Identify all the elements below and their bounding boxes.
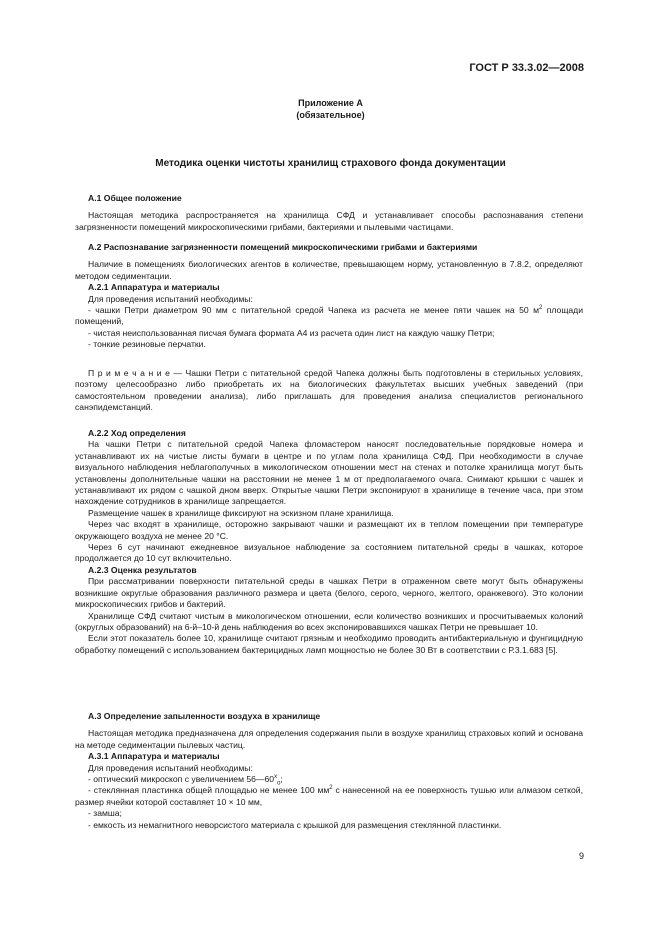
document-code: ГОСТ Р 33.3.02—2008 [469, 62, 584, 74]
appendix-heading [0, 97, 661, 121]
list-item: - замша; [88, 808, 122, 819]
paragraph: Если этот показатель более 10, хранилище считают грязным и необходимо проводить антибактериальную и фунгицидную обработку помещений с использованием бактерицидных ламп мощностью не более 30 Вт в соответствии с Р.3.1.683 [5]. [75, 633, 583, 655]
subsection-heading: А.2.2 Ход определения [88, 428, 186, 438]
appendix-type: (обязательное) [296, 110, 365, 120]
paragraph: Через 6 сут начинают ежедневное визуальное наблюдение за состоянием питательной среды в чашках, которое продолжается до 10 сут включительно. [75, 542, 583, 564]
subsection-heading: А.2.1 Аппаратура и материалы [88, 282, 220, 293]
list-item: - емкость из немагнитного неворсистого материала с крышкой для размещения стеклянной пластинки. [88, 819, 502, 830]
appendix-title: Приложение А [298, 98, 363, 108]
note-label: П р и м е ч а н и е [88, 368, 170, 378]
list-item: - тонкие резиновые перчатки. [88, 339, 206, 350]
note [75, 368, 583, 414]
subsection-heading: А.2.3 Оценка результатов [88, 564, 197, 575]
paragraph: Для проведения испытаний необходимы: [88, 293, 253, 304]
section-heading: А.1 Общее положение [88, 193, 182, 203]
paragraph: Наличие в помещениях биологических агентов в количестве, превышающем норму, установленную в 7.8.2, определяют методом седиментации. [75, 259, 583, 281]
paragraph: Настоящая методика предназначена для определения содержания пыли в воздухе хранилищ страховых копий и основана на методе седиментации пылевых частиц. [75, 728, 583, 750]
page-number: 9 [578, 851, 584, 861]
section-heading: А.3 Определение запыленности воздуха в хранилище [88, 711, 321, 721]
paragraph: Хранилище СФД считают чистым в микологическом отношении, если количество возникших и просчитываемых колоний (округлых образований) на 6-й–10-й день наблюдения во всех экспонировавшихся чашках Петри не превышает 10. [75, 610, 583, 632]
list-item: - оптический микроскоп с увеличением $56—60^х_о$; [88, 774, 283, 787]
paragraph: При рассматривании поверхности питательной среды в чашках Петри в отраженном свете могут быть обнаружены возникшие округлые образования различного размера и цвета (белого, серого, черного, желтого, оранжевого). Это колонии микроскопических грибов и бактерий. [75, 576, 583, 610]
paragraph: Через час входят в хранилище, осторожно закрывают чашки и размещают их в теплом помещении при температуре окружающего воздуха не менее 20 °С. [75, 519, 583, 541]
note-block [75, 368, 583, 414]
section-a2 [75, 242, 583, 351]
paragraph: Для проведения испытаний необходимы: [88, 762, 253, 773]
section-a1 [75, 193, 583, 233]
paragraph: Размещение чашек в хранилище фиксируют на эскизном плане хранилища. [88, 507, 394, 518]
paragraph: На чашки Петри с питательной средой Чапека фломастером наносят последовательные порядковые номера и устанавливают их на чистые листы бумаги в центре и по углам пола хранилища СФД. При необходимости в случае визуального наблюдения неблагополучных в микологическом отношении мест на стенах и потолке хранилища могут быть установлены дополнительные чашки на расстоянии не менее 1 м от предполагаемого очага. Снимают крышки с чашек и устанавливают их рядом с чашкой дном вверх. Открытые чашки Петри экспонируют в хранилище в течение часа, при этом нахождение сотрудников в хранилище запрещается. [75, 439, 583, 507]
section-a3 [75, 711, 583, 831]
list-item: - стеклянная пластинка общей площадью не менее 100 $мм^2$ с нанесенной на ее поверхность тушью или алмазом сеткой, размер ячейки которой составляет 10 × 10 мм, [75, 785, 583, 807]
subsection-a22 [75, 428, 583, 656]
section-heading: А.2 Распознавание загрязненности помещений микроскопическими грибами и бактериями [88, 242, 478, 252]
note-text: — Чашки Петри с питательной средой Чапека должны быть подготовлены в стерильных условиях, поэтому целесообразно либо приобретать их на биологических факультетах высших учебных заведений (при самостоятельном проведении анализа), либо приглашать для проведения анализа специалистов регионального санэпидемстанций. [75, 368, 583, 413]
main-title: Методика оценки чистоты хранилищ страхового фонда документации [155, 158, 506, 169]
list-item: - чистая неиспользованная писчая бумага формата А4 из расчета один лист на каждую чашку Петри; [88, 327, 495, 338]
subsection-heading: А.3.1 Аппаратура и материалы [88, 751, 220, 762]
paragraph: Настоящая методика распространяется на хранилища СФД и устанавливает способы распознавания степени загрязненности помещений микроскопическими грибами, бактериями и пылевыми частицами. [75, 210, 583, 232]
list-item: - чашки Петри диаметром 90 мм с питательной средой Чапека из расчета не менее пяти чашек на 50 $м^2$ площади помещений, [75, 305, 583, 327]
